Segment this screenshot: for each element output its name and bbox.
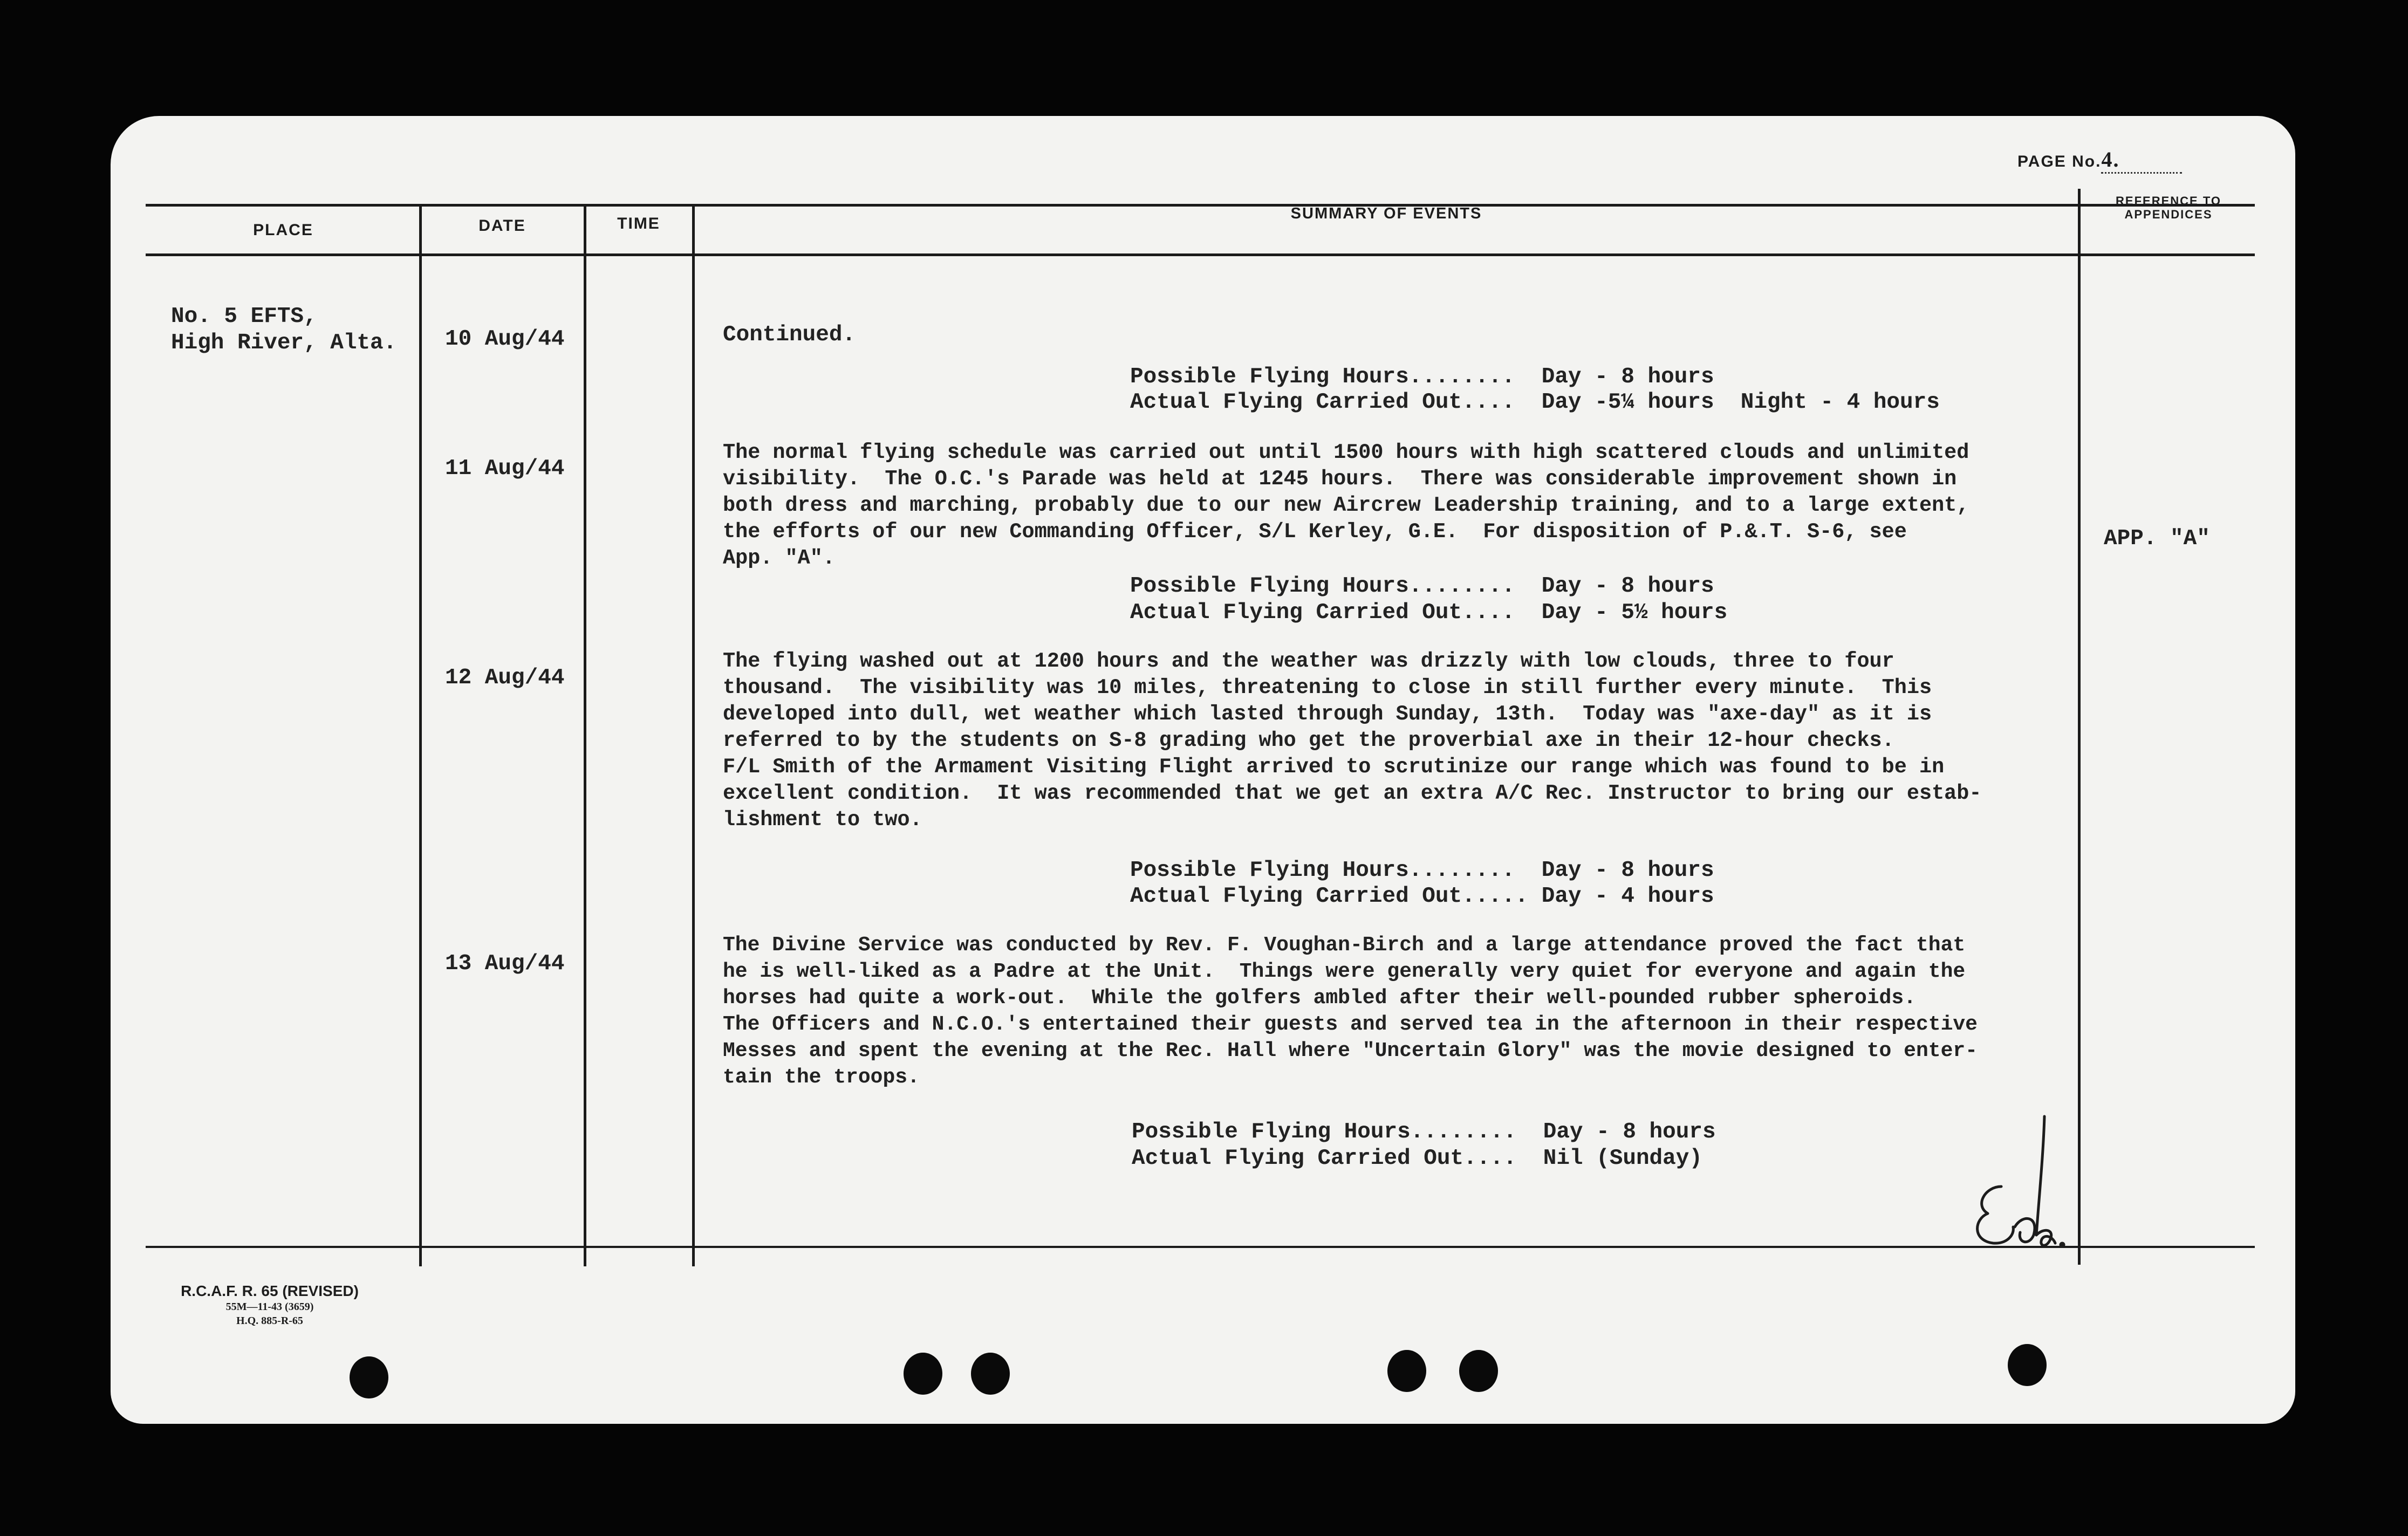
place-date-divider [419, 205, 422, 1266]
header-place: PLACE [253, 221, 313, 239]
possible-hours-line: Possible Flying Hours........ Day - 8 hours [1132, 1120, 1716, 1144]
punch-hole [2008, 1344, 2047, 1386]
header-bottom-rule [146, 253, 2255, 256]
actual-hours-line: Actual Flying Carried Out.... Day -5¼ hours Night - 4 hours [1130, 390, 1940, 415]
header-summary: SUMMARY OF EVENTS [1290, 205, 1482, 222]
page-number: PAGE No.4. [2017, 147, 2182, 174]
entry-paragraph: The normal flying schedule was carried out until 1500 hours with high scattered clouds and unlimited visibility. The O.C.'s Parade was held at 1245 hours. There was considerable improvement shown in both dress and marching, probably due to our new Aircrew Leadership training, and to a large extent, the efforts of our new Commanding Officer, S/L Kerley, G.E. For disposition of P.&.T. S-6, see App. "A". [723, 441, 1969, 570]
punch-hole [1387, 1350, 1426, 1392]
possible-hours-line: Possible Flying Hours........ Day - 8 hours [1130, 574, 1714, 599]
entry-date: 12 Aug/44 [445, 666, 565, 690]
place-line-1: No. 5 EFTS, [171, 304, 317, 329]
punch-hole [904, 1353, 942, 1395]
header-reference: REFERENCE TO APPENDICES [2116, 194, 2221, 221]
entry-date: 13 Aug/44 [445, 951, 565, 976]
form-number: R.C.A.F. R. 65 (REVISED) [181, 1283, 359, 1299]
entry-paragraph: The flying washed out at 1200 hours and the weather was drizzly with low clouds, three to four thousand. The visibility was 10 miles, threatening to close in still further every minute. This developed into dull, wet weather which lasted through Sunday, 13th. Today was "axe-day" as it is referred to by the students on S-8 grading who get the proverbial axe in their 12-hour checks. F/L Smith of the Armament Visiting Flight arrived to scrutinize our range which was found to be in excellent condition. It was recommended that we get an extra A/C Rec. Instructor to bring our estab- lishment to two. [723, 649, 1982, 832]
print-code: 55M—11-43 (3659) [225, 1301, 314, 1313]
date-time-divider [584, 205, 586, 1266]
summary-reference-divider [2078, 189, 2081, 1265]
entry-paragraph: The Divine Service was conducted by Rev. F. Voughan-Birch and a large attendance proved the fact that he is well-liked as a Padre at the Unit. Things were generally very quiet for everyone and again the horses had quite a work-out. While the golfers ambled after their well-pounded rubber spheroids. The Officers and N.C.O.'s entertained their guests and served tea in the afternoon in their respective Messes and spent the evening at the Rec. Hall where "Uncertain Glory" was the movie designed to enter- tain the troops. [723, 934, 1978, 1089]
punch-hole [971, 1353, 1010, 1395]
place-line-2: High River, Alta. [171, 331, 397, 355]
header-time: TIME [617, 215, 660, 232]
hq-code: H.Q. 885-R-65 [236, 1315, 303, 1327]
signature-initials [1964, 1111, 2071, 1262]
possible-hours-line: Possible Flying Hours........ Day - 8 hours [1130, 365, 1714, 389]
table-bottom-rule [146, 1246, 2255, 1248]
punch-hole [1459, 1350, 1498, 1392]
time-summary-divider [692, 205, 695, 1266]
actual-hours-line: Actual Flying Carried Out.... Nil (Sunday) [1132, 1146, 1702, 1171]
page-number-value: 4. [2101, 147, 2182, 174]
entry-date: 11 Aug/44 [445, 456, 565, 481]
appendix-reference: APP. "A" [2104, 526, 2210, 551]
actual-hours-line: Actual Flying Carried Out.... Day - 5½ hours [1130, 600, 1728, 625]
entry-paragraph: Continued. [723, 323, 856, 347]
punch-hole [350, 1356, 388, 1398]
actual-hours-line: Actual Flying Carried Out..... Day - 4 hours [1130, 884, 1714, 909]
header-date: DATE [478, 217, 526, 235]
possible-hours-line: Possible Flying Hours........ Day - 8 hours [1130, 858, 1714, 883]
entry-date: 10 Aug/44 [445, 327, 565, 352]
